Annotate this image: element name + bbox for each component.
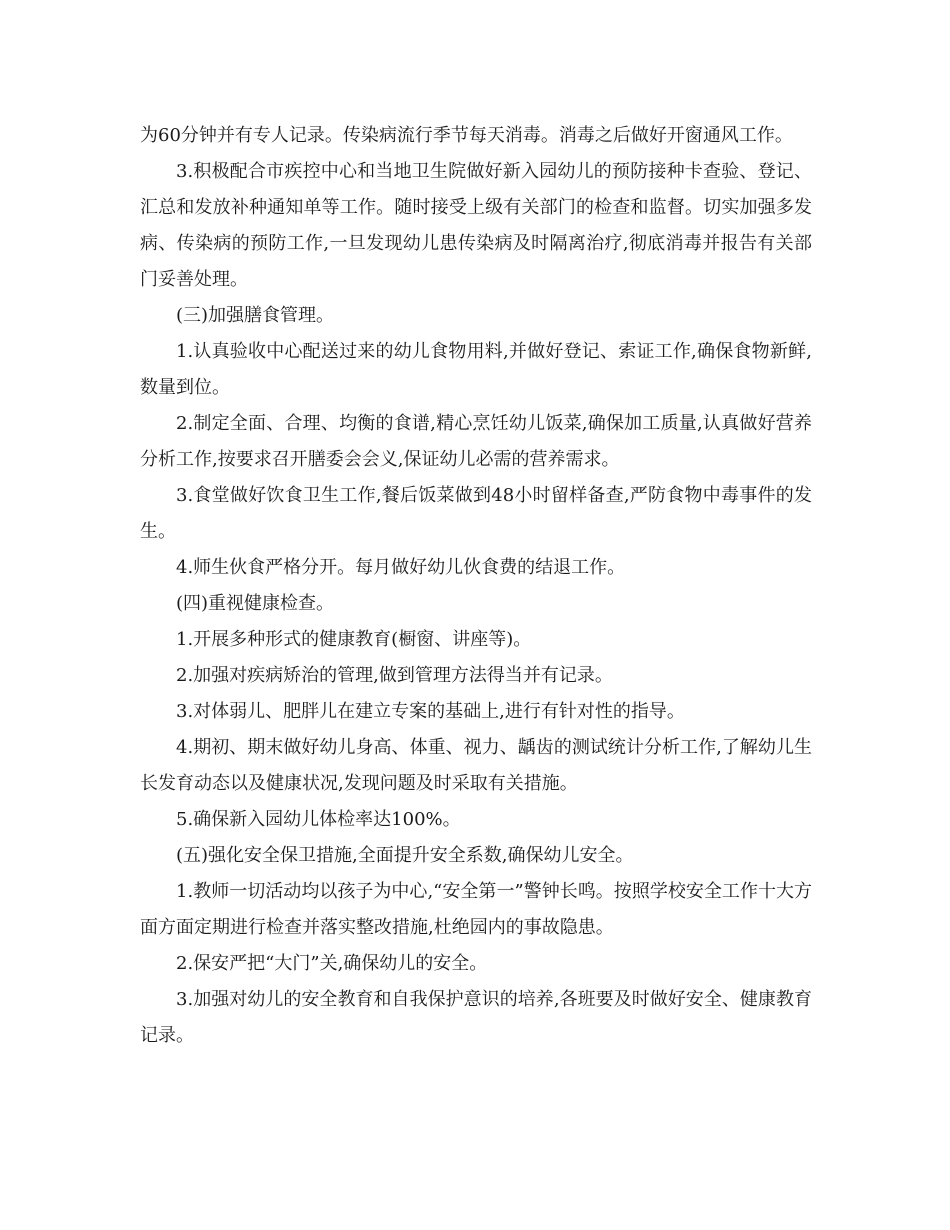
paragraph: 4.师生伙食严格分开。每月做好幼儿伙食费的结退工作。 (176, 557, 626, 578)
paragraph: 2.加强对疾病矫治的管理,做到管理方法得当并有记录。 (176, 665, 613, 686)
section-heading: (三)加强膳食管理。 (176, 305, 335, 326)
paragraph: 3.加强对幼儿的安全教育和自我保护意识的培养,各班要及时做好安全、健康教育记录。 (140, 989, 812, 1046)
paragraph: 2.制定全面、合理、均衡的食谱,精心烹饪幼儿饭菜,确保加工质量,认真做好营养分析工作,按要求召开膳委会会义,保证幼儿必需的营养需求。 (140, 413, 812, 470)
paragraph: 3.积极配合市疾控中心和当地卫生院做好新入园幼儿的预防接种卡查验、登记、汇总和发放补种通知单等工作。随时接受上级有关部门的检查和监督。切实加强多发病、传染病的预防工作,一旦发现幼儿患传染病及时隔离治疗,彻底消毒并报告有关部门妥善处理。 (140, 161, 812, 290)
paragraph: 4.期初、期末做好幼儿身高、体重、视力、龋齿的测试统计分析工作,了解幼儿生长发育动态以及健康状况,发现问题及时采取有关措施。 (140, 737, 812, 794)
document-body (140, 118, 812, 1054)
section-heading: (五)强化安全保卫措施,全面提升安全系数,确保幼儿安全。 (176, 845, 634, 866)
paragraph: 3.对体弱儿、肥胖儿在建立专案的基础上,进行有针对性的指导。 (176, 701, 685, 722)
paragraph: 5.确保新入园幼儿体检率达100%。 (176, 809, 461, 830)
paragraph: 为60分钟并有专人记录。传染病流行季节每天消毒。消毒之后做好开窗通风工作。 (140, 125, 793, 146)
paragraph: 2.保安严把“大门”关,确保幼儿的安全。 (176, 953, 488, 974)
paragraph: 1.认真验收中心配送过来的幼儿食物用料,并做好登记、索证工作,确保食物新鲜,数量到位。 (140, 341, 812, 398)
paragraph: 3.食堂做好饮食卫生工作,餐后饭菜做到48小时留样备查,严防食物中毒事件的发生。 (140, 485, 812, 542)
section-heading: (四)重视健康检查。 (176, 593, 335, 614)
paragraph: 1.教师一切活动均以孩子为中心,“安全第一”警钟长鸣。按照学校安全工作十大方面方面定期进行检查并落实整改措施,杜绝园内的事故隐患。 (140, 881, 812, 938)
paragraph: 1.开展多种形式的健康教育(橱窗、讲座等)。 (176, 629, 532, 650)
